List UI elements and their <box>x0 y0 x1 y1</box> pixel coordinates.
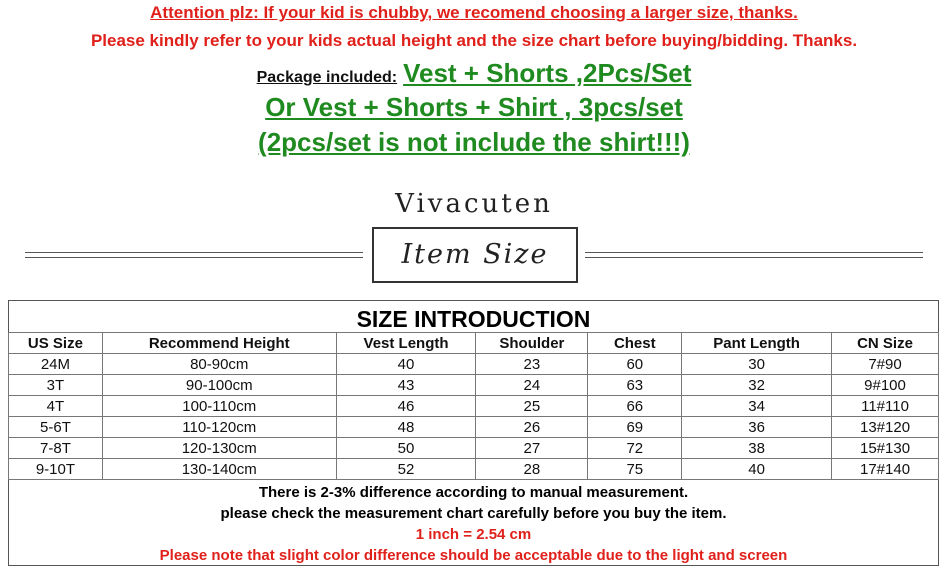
cell: 63 <box>588 375 682 396</box>
cell: 120-130cm <box>102 438 336 459</box>
table-row <box>9 459 939 480</box>
column-header: Pant Length <box>682 333 832 354</box>
note-check-chart: please check the measurement chart carefully before you buy the item. <box>220 505 727 522</box>
size-chart-notice: Please kindly refer to your kids actual height and the size chart before buying/bidding. Thanks. <box>90 31 858 50</box>
cell: 90-100cm <box>102 375 336 396</box>
column-header: Vest Length <box>336 333 476 354</box>
cell: 38 <box>682 438 832 459</box>
note-color-difference: Please note that slight color difference should be acceptable due to the light and screen <box>159 547 788 564</box>
cell: 110-120cm <box>102 417 336 438</box>
cell: 48 <box>336 417 476 438</box>
table-row <box>9 438 939 459</box>
table-row <box>9 417 939 438</box>
table-header-row <box>9 333 939 354</box>
cell: 28 <box>476 459 588 480</box>
cell: 11#110 <box>832 396 939 417</box>
cell: 32 <box>682 375 832 396</box>
cell: 60 <box>588 354 682 375</box>
cell: 3T <box>9 375 103 396</box>
note-inch-conversion: 1 inch = 2.54 cm <box>415 526 532 543</box>
table-row <box>9 354 939 375</box>
cell: 80-90cm <box>102 354 336 375</box>
cell: 66 <box>588 396 682 417</box>
table-row <box>9 375 939 396</box>
cell: 4T <box>9 396 103 417</box>
column-header: CN Size <box>832 333 939 354</box>
cell: 46 <box>336 396 476 417</box>
cell: 23 <box>476 354 588 375</box>
cell: 40 <box>682 459 832 480</box>
cell: 100-110cm <box>102 396 336 417</box>
column-header: Recommend Height <box>102 333 336 354</box>
cell: 17#140 <box>832 459 939 480</box>
cell: 72 <box>588 438 682 459</box>
cell: 50 <box>336 438 476 459</box>
divider-right <box>585 252 923 258</box>
cell: 34 <box>682 396 832 417</box>
cell: 7#90 <box>832 354 939 375</box>
column-header: US Size <box>9 333 103 354</box>
package-label: Package included: <box>256 69 398 86</box>
cell: 30 <box>682 354 832 375</box>
cell: 36 <box>682 417 832 438</box>
cell: 52 <box>336 459 476 480</box>
cell: 7-8T <box>9 438 103 459</box>
cell: 40 <box>336 354 476 375</box>
column-header: Shoulder <box>476 333 588 354</box>
divider-left <box>25 252 363 258</box>
column-header: Chest <box>588 333 682 354</box>
package-line <box>0 58 948 89</box>
brand-name: Vivacuten <box>395 189 553 219</box>
cell: 43 <box>336 375 476 396</box>
cell: 5-6T <box>9 417 103 438</box>
item-size-heading: Item Size <box>372 227 578 283</box>
cell: 26 <box>476 417 588 438</box>
table-row <box>9 396 939 417</box>
cell: 9#100 <box>832 375 939 396</box>
package-value: Vest + Shorts ,2Pcs/Set <box>403 58 692 88</box>
cell: 130-140cm <box>102 459 336 480</box>
cell: 25 <box>476 396 588 417</box>
cell: 69 <box>588 417 682 438</box>
cell: 24 <box>476 375 588 396</box>
cell: 27 <box>476 438 588 459</box>
cell: 9-10T <box>9 459 103 480</box>
table-title: SIZE INTRODUCTION <box>356 306 591 332</box>
size-table <box>8 332 939 480</box>
cell: 24M <box>9 354 103 375</box>
cell: 13#120 <box>832 417 939 438</box>
note-difference: There is 2-3% difference according to manual measurement. <box>258 484 689 501</box>
package-note: (2pcs/set is not include the shirt!!!) <box>258 127 690 157</box>
attention-notice: Attention plz: If your kid is chubby, we recomend choosing a larger size, thanks. <box>150 3 798 22</box>
cell: 75 <box>588 459 682 480</box>
cell: 15#130 <box>832 438 939 459</box>
measurement-notes <box>8 482 939 566</box>
package-option-2: Or Vest + Shorts + Shirt , 3pcs/set <box>265 92 683 122</box>
